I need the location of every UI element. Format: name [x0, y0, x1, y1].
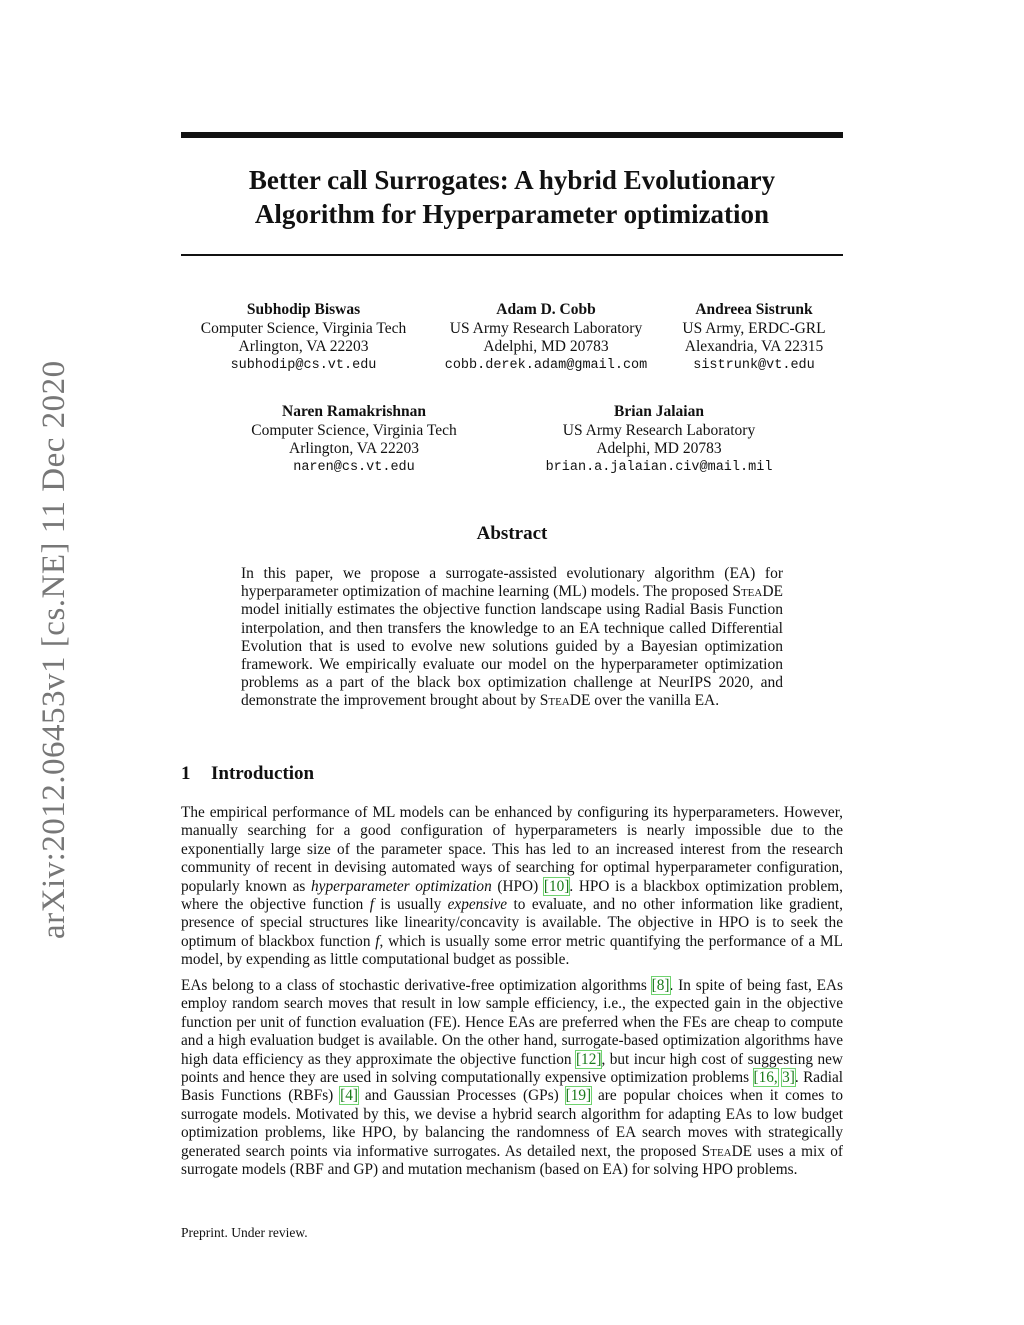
author-email: subhodip@cs.vt.edu: [230, 357, 377, 373]
citation-link[interactable]: [10]: [543, 877, 570, 895]
author-name: Andreea Sistrunk: [695, 301, 813, 318]
citation-link[interactable]: [12]: [575, 1050, 602, 1068]
author-location: Adelphi, MD 20783: [596, 440, 722, 457]
author-name: Subhodip Biswas: [246, 301, 361, 318]
author-name: Brian Jalaian: [613, 403, 704, 420]
paper-title: [181, 163, 843, 231]
abstract-heading: Abstract: [476, 523, 548, 544]
author-affiliation: Computer Science, Virginia Tech: [251, 421, 457, 439]
preprint-footer: Preprint. Under review.: [181, 1225, 308, 1240]
intro-paragraph-1: The empirical performance of ML models can be enhanced by configuring its hyperparameters. However, manually searching for a good configuration of hyperparameters is nearly impossible due to the exponentially large size of the parameter space. This has led to an increased interest from the research community of recent in devising automated ways of searching for optimal hyperparameter configuration, popularly known as hyperparameter optimization (HPO) [10]. HPO is a blackbox optimization problem, where the objective function f is usually expensive to evaluate, and no other information like gradient, presence of special structures like linearity/concavity is available. The objective in HPO is to seek the optimum of blackbox function f, which is usually some error metric quantifying the performance of a ML model, by expending as little computational budget as possible.: [181, 804, 843, 969]
author-email: brian.a.jalaian.civ@mail.mil: [545, 459, 773, 475]
intro-paragraph-2: EAs belong to a class of stochastic derivative-free optimization algorithms [8]. In spite of being fast, EAs employ random search moves that result in low sample efficiency, i.e., the expected gain in the objective function per unit of function evaluation (FE). Hence EAs are preferred when the FEs are cheap to compute and a high evaluation budget is available. On the other hand, surrogate-based optimization algorithms have high data efficiency as they approximate the objective function [12], but incur high cost of suggesting new points and hence they are used in solving computationally expensive optimization problems [16, 3]. Radial Basis Functions (RBFs) [4] and Gaussian Processes (GPs) [19] are popular choices when it comes to surrogate models. Motivated by this, we devise a hybrid search algorithm for adapting EAs to low budget optimization problems, like HPO, by balancing the randomness of EA search moves with strategically generated search points via informative surrogates. As detailed next, the proposed SteaDE uses a mix of surrogate models (RBF and GP) and mutation mechanism (based on EA) for solving HPO problems.: [181, 977, 844, 1179]
author-block-ramakrishnan: [230, 403, 478, 477]
arxiv-identifier: arXiv:2012.06453v1 [cs.NE] 11 Dec 2020: [36, 360, 72, 939]
title-bottom-rule: [181, 254, 843, 256]
author-location: Adelphi, MD 20783: [483, 338, 609, 355]
title-line-2: Algorithm for Hyperparameter optimization: [254, 199, 770, 229]
citation-link[interactable]: [16,: [753, 1069, 778, 1087]
author-email: sistrunk@vt.edu: [693, 357, 815, 373]
author-block-cobb: [430, 301, 662, 375]
author-affiliation: US Army, ERDC-GRL: [682, 319, 826, 337]
citation-link[interactable]: 3]: [782, 1069, 795, 1087]
method-name: SteaDE: [539, 692, 591, 710]
author-email: cobb.derek.adam@gmail.com: [444, 357, 648, 373]
section-title: Introduction: [211, 763, 315, 784]
author-name: Naren Ramakrishnan: [282, 403, 426, 420]
title-top-rule: [181, 132, 843, 138]
section-number: 1: [181, 763, 191, 784]
citation-link[interactable]: [8]: [651, 977, 670, 994]
citation-link[interactable]: [4]: [340, 1087, 358, 1105]
author-block-sistrunk: [668, 301, 840, 375]
title-line-1: Better call Surrogates: A hybrid Evolutionary: [248, 165, 776, 195]
author-block-jalaian: [530, 403, 788, 477]
author-affiliation: US Army Research Laboratory: [562, 421, 756, 439]
author-email: naren@cs.vt.edu: [293, 459, 415, 475]
abstract-body: In this paper, we propose a surrogate-assisted evolutionary algorithm (EA) for hyperparameter optimization of machine learning (ML) models. The proposed SteaDE model initially estimates the objective function landscape using Radial Basis Function interpolation, and then transfers the knowledge to an EA technique called Differential Evolution that is used to evolve new solutions guided by a Bayesian optimization framework. We empirically evaluate our model on the hyperparameter optimization problems as a part of the black box optimization challenge at NeurIPS 2020, and demonstrate the improvement brought about by SteaDE over the vanilla EA.: [241, 565, 783, 710]
author-affiliation: Computer Science, Virginia Tech: [200, 319, 407, 337]
citation-link[interactable]: [19]: [565, 1087, 592, 1105]
author-block-biswas: [181, 301, 426, 375]
author-location: Alexandria, VA 22315: [684, 338, 824, 355]
method-name: SteaDE: [732, 583, 783, 601]
section-heading-introduction: [181, 763, 314, 785]
author-location: Arlington, VA 22203: [289, 440, 419, 457]
author-affiliation: US Army Research Laboratory: [449, 319, 643, 337]
author-location: Arlington, VA 22203: [238, 338, 369, 355]
author-name: Adam D. Cobb: [496, 301, 596, 318]
method-name: SteaDE: [701, 1142, 753, 1160]
